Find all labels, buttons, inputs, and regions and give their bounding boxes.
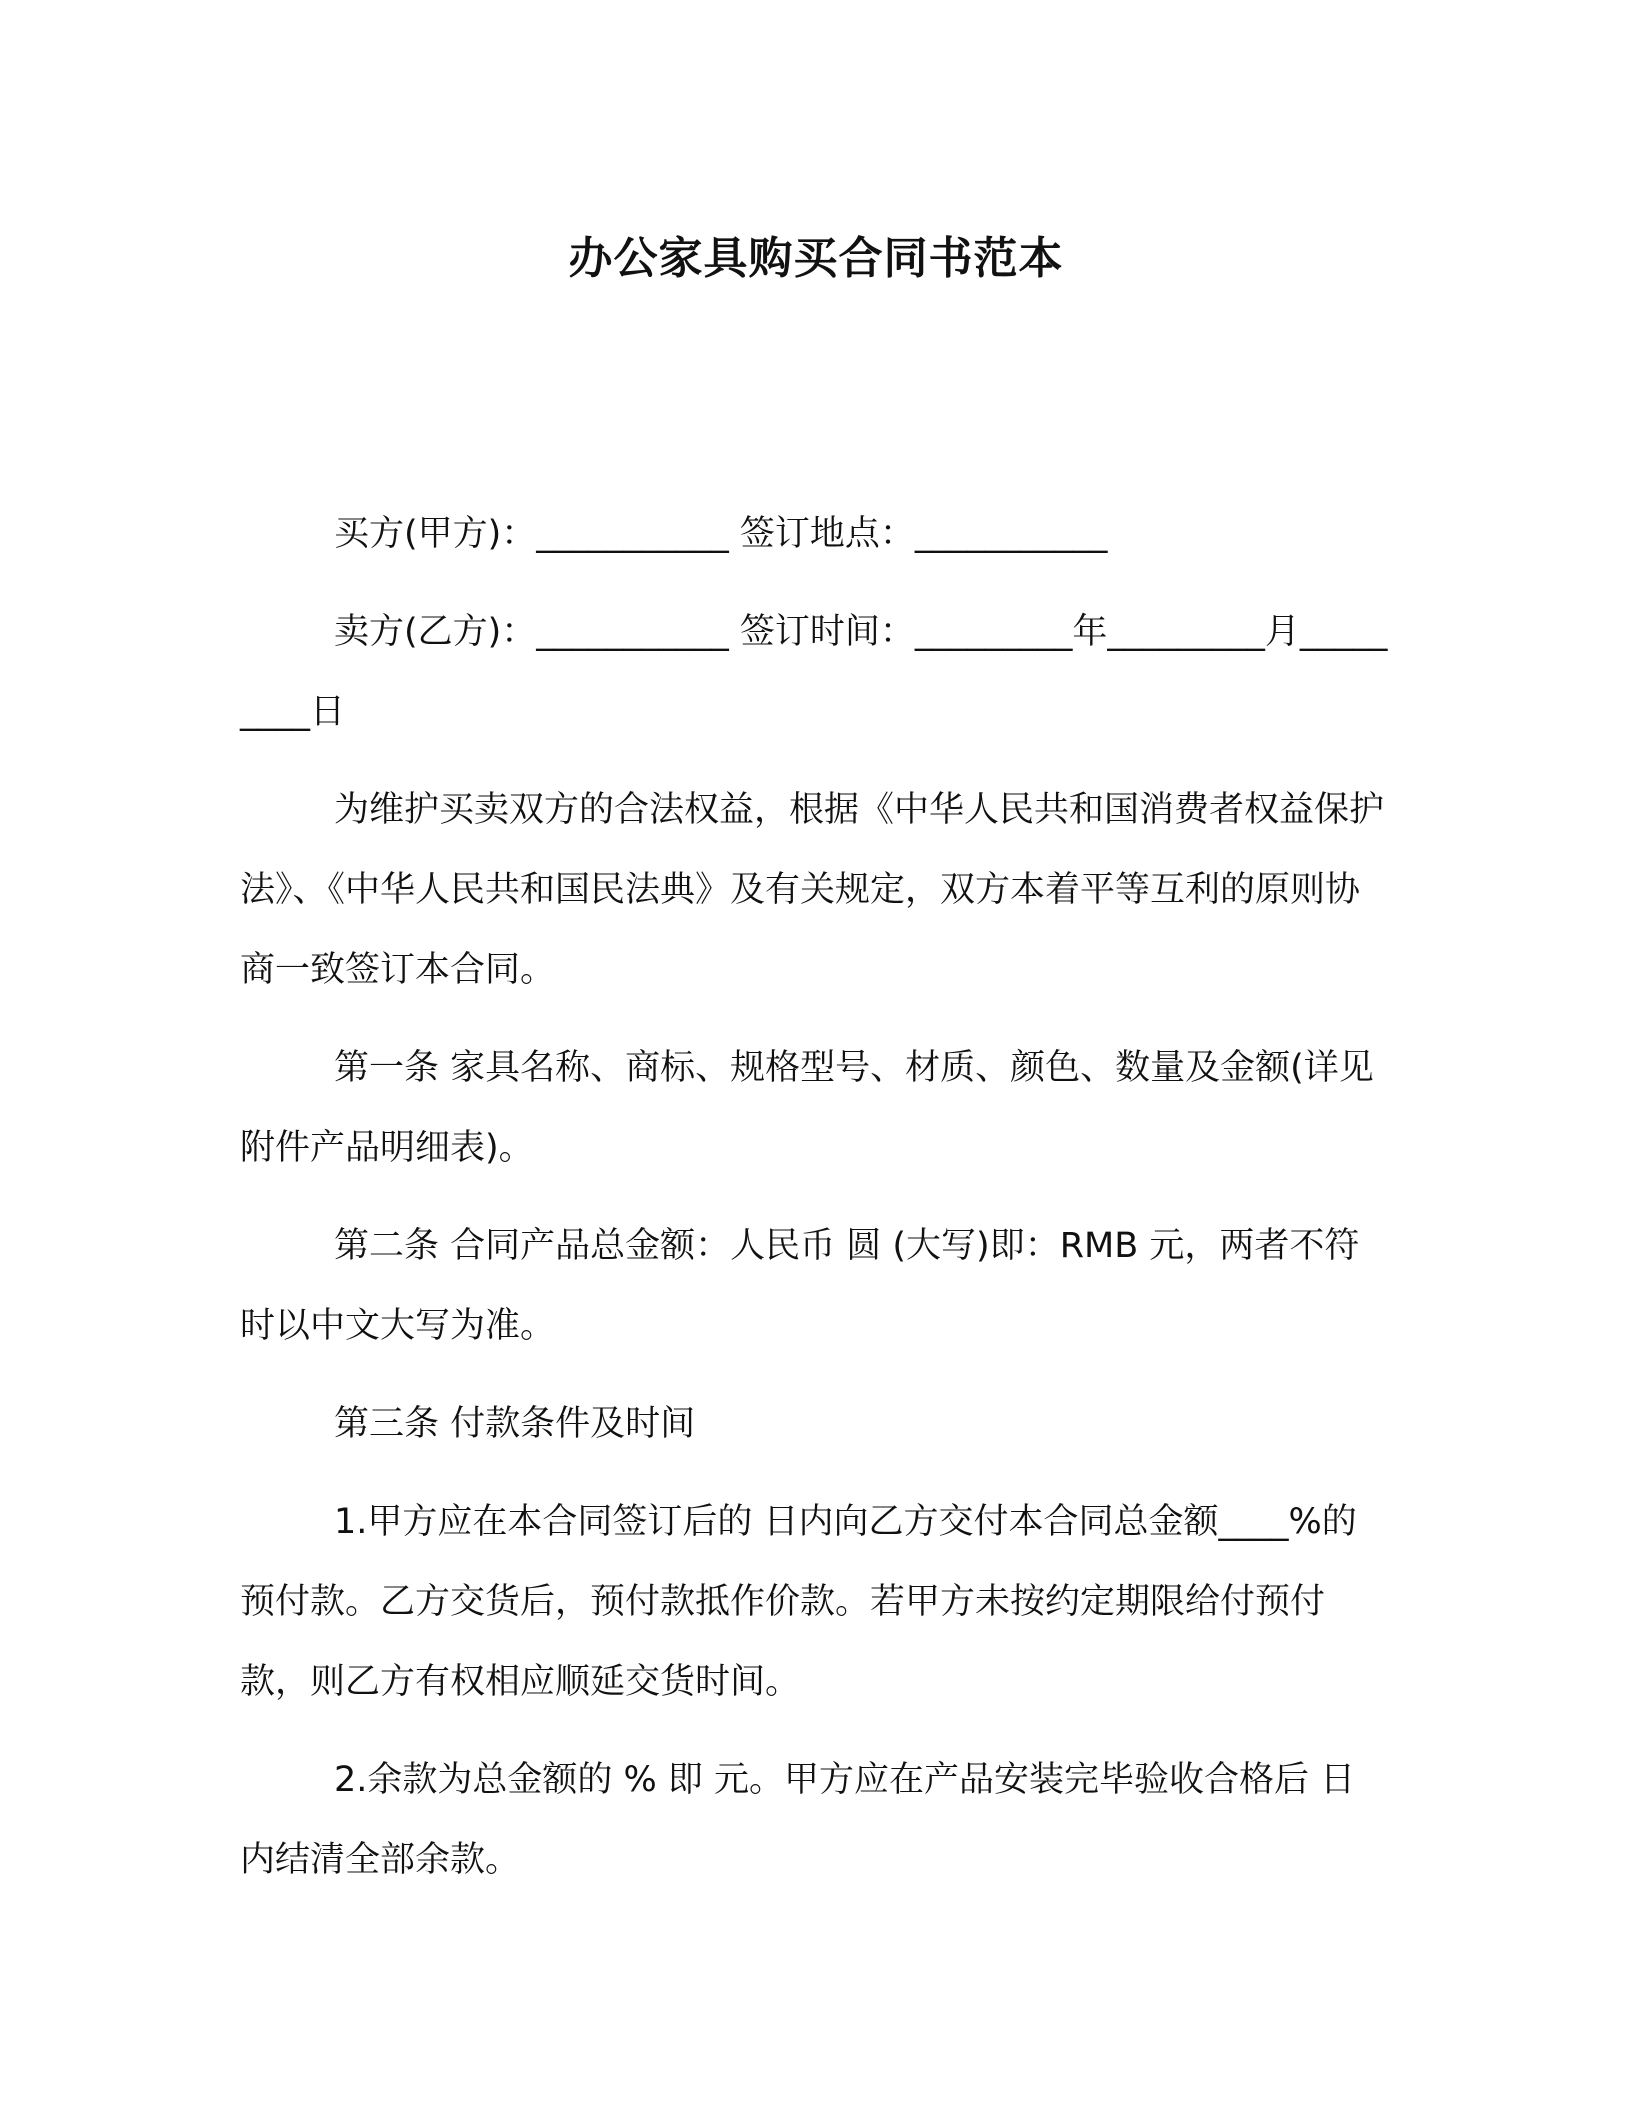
article-3-clause-1: 1.甲方应在本合同签订后的 日内向乙方交付本合同总金额____%的预付款。乙方交货后，预付款抵作价款。若甲方未按约定期限给付预付款，则乙方有权相应顺延交货时间。 — [240, 1502, 1357, 1702]
article-2: 第二条 合同产品总金额：人民币 圆 (大写)即：RMB 元，两者不符时以中文大写为准。 — [240, 1226, 1360, 1346]
document-title: 办公家具购买合同书范本 — [568, 233, 1064, 284]
seller-line: 卖方(乙方)：___________ 签订时间：_________年_________月_________日 — [240, 612, 1388, 732]
article-3-clause-2: 2.余款为总金额的 % 即 元。甲方应在产品安装完毕验收合格后 日内结清全部余款。 — [240, 1760, 1356, 1880]
preamble-paragraph: 为维护买卖双方的合法权益，根据《中华人民共和国消费者权益保护法》、《中华人民共和国民法典》及有关规定，双方本着平等互利的原则协商一致签订本合同。 — [240, 790, 1385, 990]
buyer-line: 买方(甲方)：___________ 签订地点：___________ — [334, 514, 1108, 554]
document-body — [240, 494, 1390, 1918]
article-1: 第一条 家具名称、商标、规格型号、材质、颜色、数量及金额(详见附件产品明细表)。 — [240, 1048, 1374, 1168]
article-3-heading: 第三条 付款条件及时间 — [334, 1404, 696, 1444]
